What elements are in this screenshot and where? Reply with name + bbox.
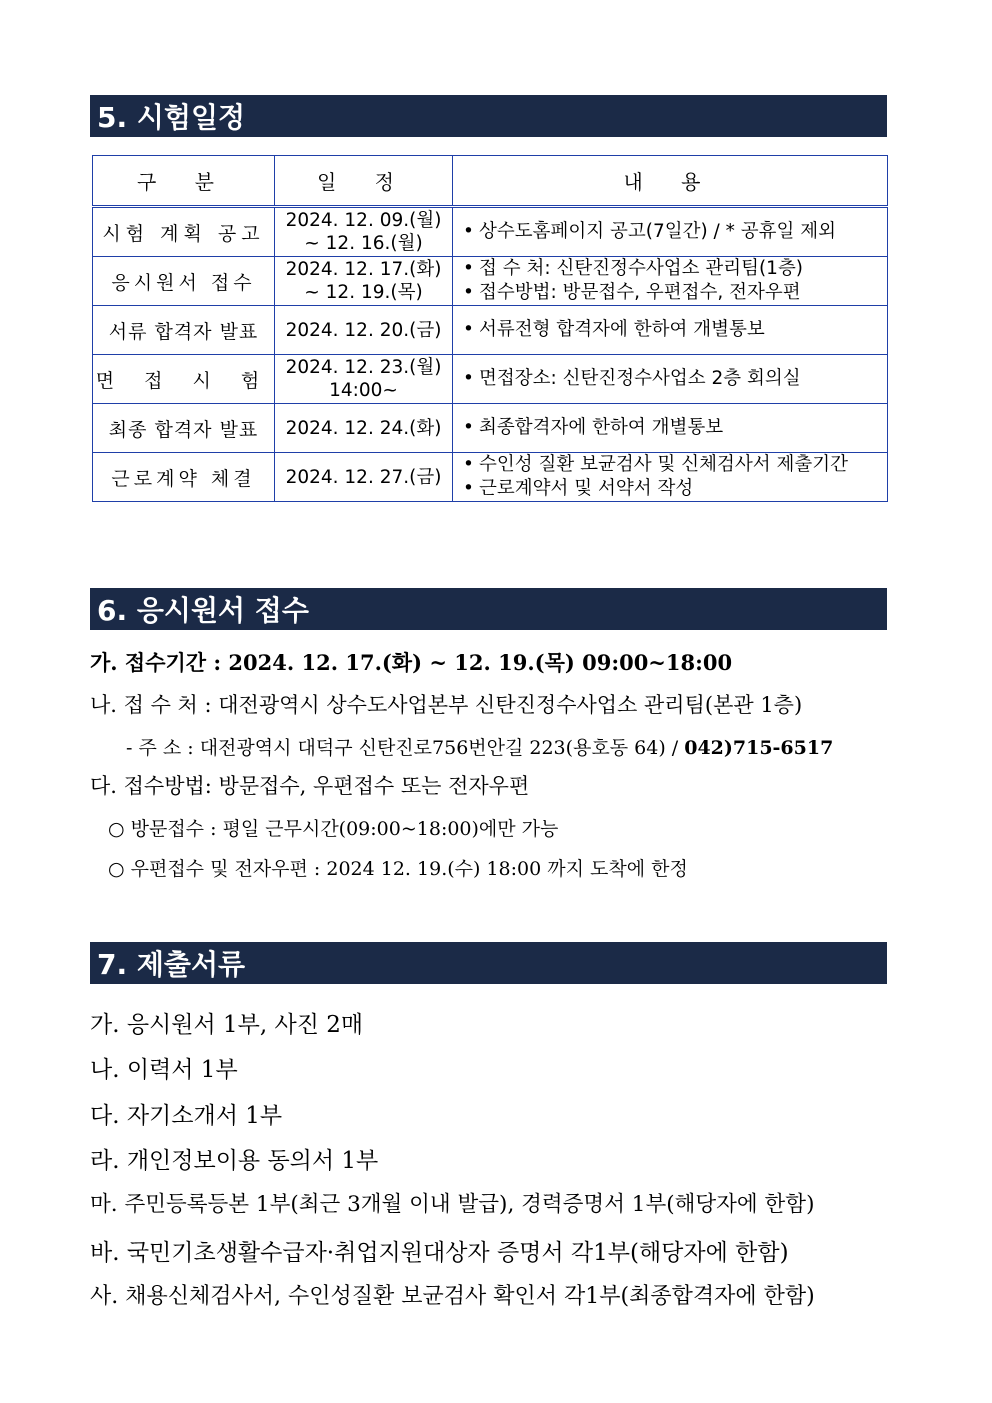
visit-application: ○ 방문접수 : 평일 근무시간(09:00~18:00)에만 가능	[108, 818, 559, 840]
list-item: 라. 개인정보이용 동의서 1부	[90, 1148, 379, 1174]
header-date: 일 정	[275, 156, 453, 207]
row-date-line2: ~ 12. 19.(목)	[304, 282, 423, 303]
row-content-line: • 접수방법: 방문접수, 우편접수, 전자우편	[463, 282, 801, 303]
table-row	[93, 355, 888, 404]
section-7-title: 7. 제출서류	[97, 948, 246, 981]
list-item: 나. 이력서 1부	[90, 1057, 238, 1083]
row-category: 근로계약 체결	[93, 453, 275, 502]
section-7-header	[90, 942, 887, 984]
row-date-line1: 2024. 12. 17.(화)	[285, 259, 442, 280]
phone-number: 042)715-6517	[684, 737, 834, 759]
list-item: 다. 자기소개서 1부	[90, 1103, 283, 1129]
row-content	[453, 207, 888, 257]
row-date-line2: 14:00~	[329, 380, 398, 401]
row-category: 서류 합격자 발표	[93, 306, 275, 355]
address-text: - 주 소 : 대전광역시 대덕구 신탄진로756번안길 223(용호동 64) /	[126, 737, 685, 759]
row-date-line1: 2024. 12. 24.(화)	[285, 417, 442, 439]
application-address	[126, 733, 833, 760]
application-place: 나. 접 수 처 : 대전광역시 상수도사업본부 신탄진정수사업소 관리팀(본관 1층)	[90, 693, 803, 717]
list-item: 마. 주민등록등본 1부(최근 3개월 이내 발급), 경력증명서 1부(해당자에 한함)	[90, 1192, 815, 1217]
row-content-line: • 수인성 질환 보균검사 및 신체검사서 제출기간	[463, 454, 848, 475]
header-category: 구 분	[93, 156, 275, 207]
row-content	[453, 453, 888, 502]
section-5-header	[90, 95, 887, 137]
row-date	[275, 306, 453, 355]
table-row	[93, 207, 888, 257]
list-item: 바. 국민기초생활수급자·취업지원대상자 증명서 각1부(해당자에 한함)	[90, 1240, 789, 1266]
list-item: 사. 채용신체검사서, 수인성질환 보균검사 확인서 각1부(최종합격자에 한함)	[90, 1284, 815, 1309]
row-content-line: • 서류전형 합격자에 한하여 개별통보	[463, 319, 765, 340]
row-date-line1: 2024. 12. 27.(금)	[285, 466, 442, 488]
row-content	[453, 355, 888, 404]
table-row	[93, 257, 888, 306]
row-content-line: • 면접장소: 신탄진정수사업소 2층 회의실	[463, 368, 801, 389]
application-method: 다. 접수방법: 방문접수, 우편접수 또는 전자우편	[90, 774, 530, 798]
row-date	[275, 453, 453, 502]
row-category: 시험 계획 공고	[93, 207, 275, 257]
header-content: 내 용	[453, 156, 888, 207]
row-content-line: • 근로계약서 및 서약서 작성	[463, 478, 694, 499]
schedule-table	[92, 155, 888, 502]
table-header-row	[93, 156, 888, 207]
table-row	[93, 453, 888, 502]
mail-application: ○ 우편접수 및 전자우편 : 2024 12. 19.(수) 18:00 까지 도착에 한정	[108, 858, 688, 880]
table-row	[93, 404, 888, 453]
row-category: 응시원서 접수	[93, 257, 275, 306]
row-content-line: • 상수도홈페이지 공고(7일간) / * 공휴일 제외	[463, 221, 837, 242]
section-6-title: 6. 응시원서 접수	[97, 594, 309, 627]
list-item: 가. 응시원서 1부, 사진 2매	[90, 1012, 364, 1038]
row-date-line1: 2024. 12. 20.(금)	[285, 319, 442, 341]
section-6-header	[90, 588, 887, 630]
row-content-line: • 접 수 처: 신탄진정수사업소 관리팀(1층)	[463, 258, 804, 279]
row-category: 면 접 시 험	[93, 355, 275, 404]
section-5-title: 5. 시험일정	[97, 101, 246, 134]
row-content	[453, 404, 888, 453]
row-date-line1: 2024. 12. 09.(월)	[285, 210, 442, 231]
row-date	[275, 404, 453, 453]
row-content-line: • 최종합격자에 한하여 개별통보	[463, 417, 724, 438]
row-date	[275, 355, 453, 404]
row-content	[453, 257, 888, 306]
row-date	[275, 257, 453, 306]
row-content	[453, 306, 888, 355]
application-period: 가. 접수기간 : 2024. 12. 17.(화) ~ 12. 19.(목) 09:00~18:00	[90, 650, 733, 675]
row-date	[275, 207, 453, 257]
table-row	[93, 306, 888, 355]
row-date-line1: 2024. 12. 23.(월)	[285, 357, 442, 378]
row-date-line2: ~ 12. 16.(월)	[304, 233, 423, 254]
row-category: 최종 합격자 발표	[93, 404, 275, 453]
